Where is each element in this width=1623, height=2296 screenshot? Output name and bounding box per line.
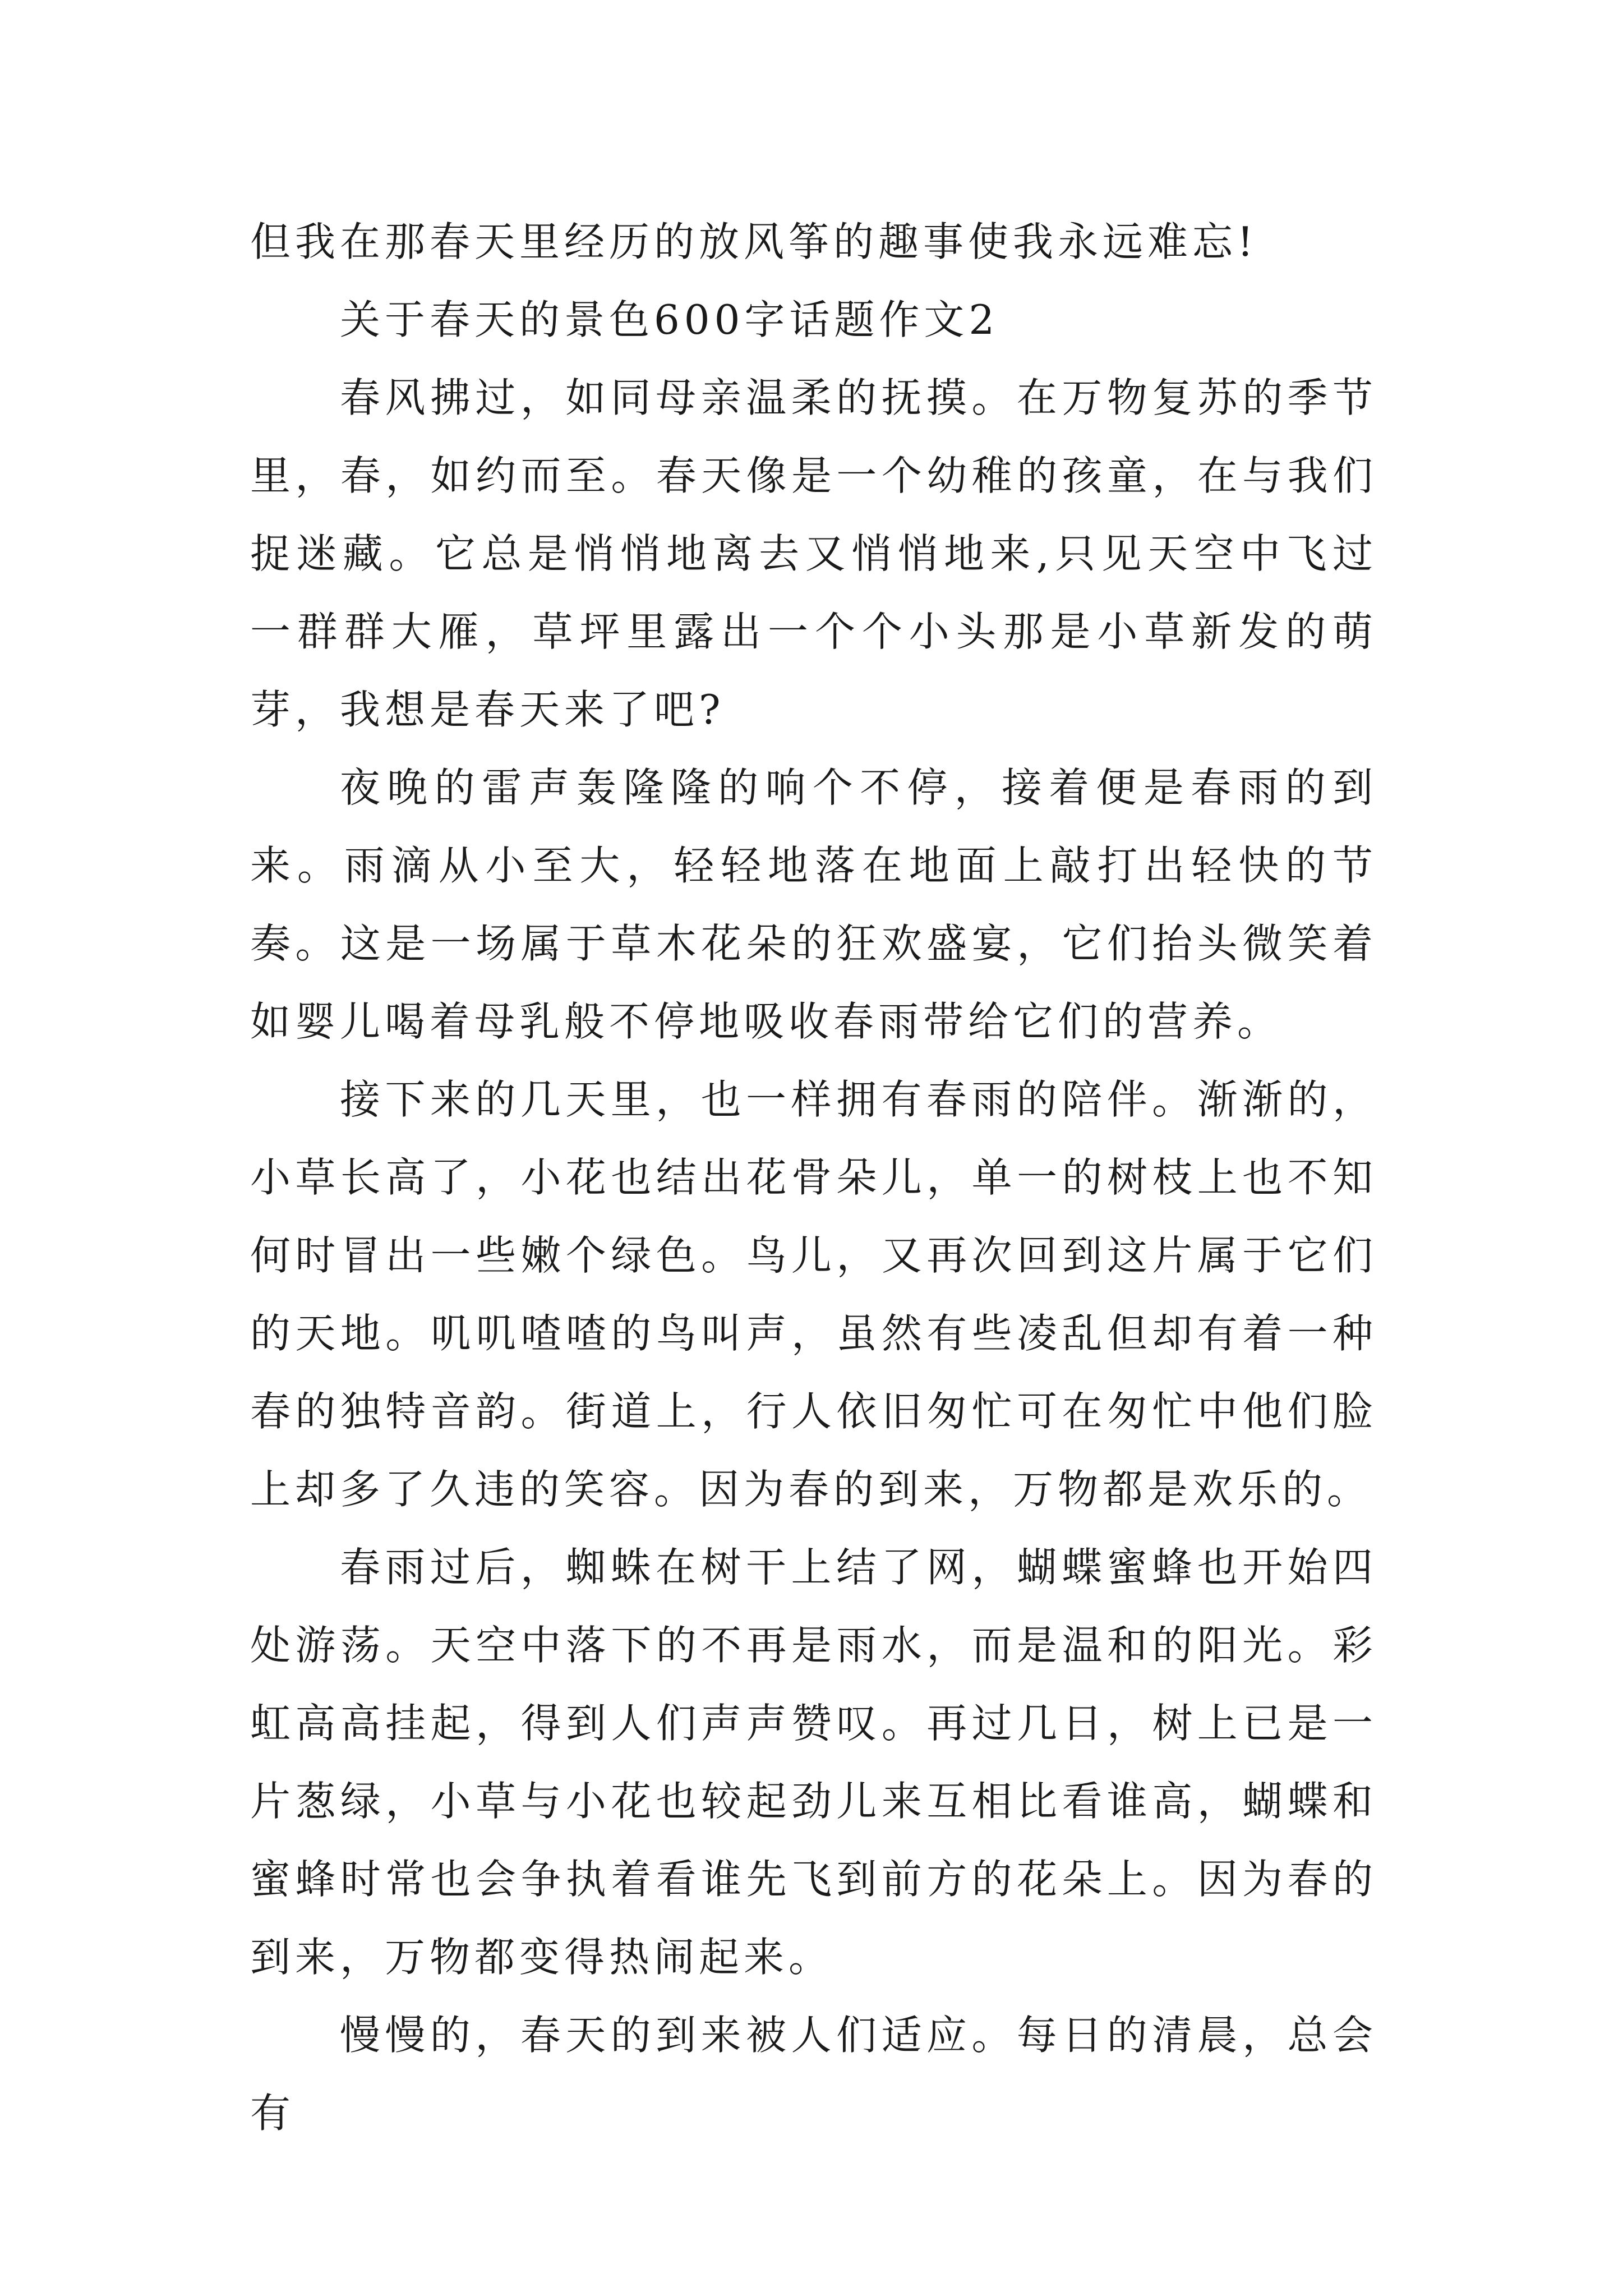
paragraph: 春风拂过，如同母亲温柔的抚摸。在万物复苏的季节里，春，如约而至。春天像是一个幼稚的孩童，在与我们捉迷藏。它总是悄悄地离去又悄悄地来,只见天空中飞过一群群大雁，草坪里露出一个个小头那是小草新发的萌芽，我想是春天来了吧? [250, 374, 1377, 733]
paragraph: 春雨过后，蜘蛛在树干上结了网，蝴蝶蜜蜂也开始四处游荡。天空中落下的不再是雨水，而是温和的阳光。彩虹高高挂起，得到人们声声赞叹。再过几日，树上已是一片葱绿，小草与小花也较起劲儿来互相比看谁高，蝴蝶和蜜蜂时常也会争执着看谁先飞到前方的花朵上。因为春的到来，万物都变得热闹起来。 [250, 1544, 1377, 1981]
document-body [250, 203, 1377, 2152]
essay-title: 关于春天的景色600字话题作文2 [340, 296, 999, 343]
paragraph: 夜晚的雷声轰隆隆的响个不停，接着便是春雨的到来。雨滴从小至大，轻轻地落在地面上敲打出轻快的节奏。这是一场属于草木花朵的狂欢盛宴，它们抬头微笑着如婴儿喝着母乳般不停地吸收春雨带给它们的营养。 [250, 764, 1377, 1045]
paragraph: 慢慢的，春天的到来被人们适应。每日的清晨，总会有 [250, 2012, 1377, 2137]
paragraph: 接下来的几天里，也一样拥有春雨的陪伴。渐渐的，小草长高了，小花也结出花骨朵儿，单一的树枝上也不知何时冒出一些嫩个绿色。鸟儿，又再次回到这片属于它们的天地。叽叽喳喳的鸟叫声，虽然有些凌乱但却有着一种春的独特音韵。街道上，行人依旧匆忙可在匆忙中他们脸上却多了久违的笑容。因为春的到来，万物都是欢乐的。 [250, 1076, 1377, 1513]
paragraph-continuation: 但我在那春天里经历的放风筝的趣事使我永远难忘! [250, 218, 1258, 265]
